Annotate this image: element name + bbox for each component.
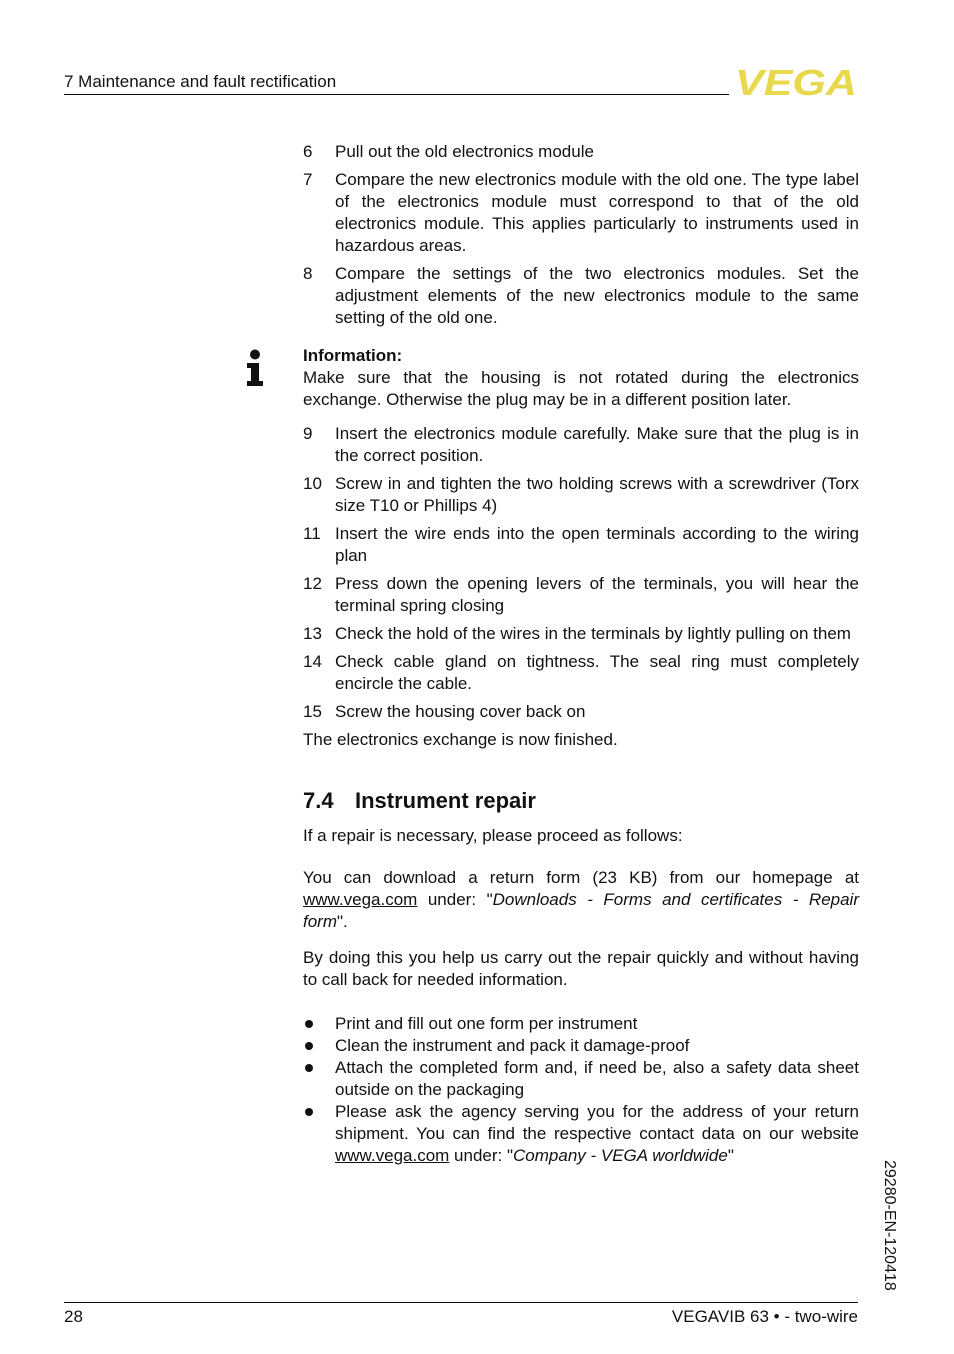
step-text: Check cable gland on tightness. The seal ring must completely encircle the cable. [335,652,859,693]
download-post: ". [337,912,348,931]
download-path: Downloads - Forms and certificates - Repair form [303,890,859,931]
bullet-text: Print and fill out one form per instrument [335,1014,638,1033]
step-item [303,263,859,329]
footer-product-name: VEGAVIB 63 • - two-wire [671,1307,858,1326]
bullet-text: Attach the completed form and, if need be, also a safety data sheet outside on the packaging [335,1058,859,1099]
list-item [303,1035,859,1057]
step-text: Pull out the old electronics module [335,142,594,161]
bullet-dot [303,1013,335,1035]
header-rule [64,94,729,95]
step-item [303,141,859,163]
footer-rule [64,1302,858,1303]
step-number: 6 [303,142,313,161]
information-title: Information: [303,346,403,365]
step-item [303,473,859,517]
step-text: Compare the settings of the two electronics modules. Set the adjustment elements of the new electronics module to the same setting of the old one. [335,264,859,327]
step-number: 15 [303,702,322,721]
step-item [303,423,859,467]
repair-bullet-list [303,1013,859,1167]
list-item [303,1101,859,1167]
download-paragraph [303,867,859,933]
information-note [303,345,859,411]
list-item [303,1013,859,1035]
document-number: 29280-EN-120418 [881,1160,898,1291]
steps-list-a [303,141,859,329]
step-number: 10 [303,474,322,493]
step-number: 9 [303,424,313,443]
section-title: Instrument repair [355,788,536,813]
website-link[interactable]: www.vega.com [335,1146,450,1165]
list-item [303,1057,859,1101]
last-bullet-mid: under: " [449,1146,514,1165]
vega-logo [735,67,859,97]
repair-intro: If a repair is necessary, please proceed as follows: [303,826,683,845]
bullet-text: Clean the instrument and pack it damage-proof [335,1036,690,1055]
step-text: Compare the new electronics module with the old one. The type label of the electronics module must correspond to that of the old electronics module. This applies particularly to instruments used in hazardous areas. [335,170,859,255]
step-text: Screw in and tighten the two holding screws with a screwdriver (Torx size T10 or Phillips 4) [335,474,859,515]
information-text: Make sure that the housing is not rotated during the electronics exchange. Otherwise the plug may be in a different position later. [303,368,859,409]
download-pre: You can download a return form (23 KB) from our homepage at [303,868,859,887]
step-number: 13 [303,624,322,643]
step-item [303,701,859,723]
step-text: Insert the electronics module carefully. Make sure that the plug is in the correct position. [335,424,859,465]
bullet-dot [303,1101,335,1167]
main-content [303,141,859,1167]
step-number: 11 [303,524,321,543]
vega-logo-text: VEGA [735,67,857,97]
step-text: Press down the opening levers of the terminals, you will hear the terminal spring closing [335,574,859,615]
step-text: Insert the wire ends into the open terminals according to the wiring plan [335,524,859,565]
exchange-finished-text: The electronics exchange is now finished. [303,730,618,749]
section-number: 7.4 [303,788,334,813]
section-heading [303,787,859,815]
homepage-link[interactable]: www.vega.com [303,890,418,909]
running-header-chapter: 7 Maintenance and fault rectification [64,72,337,91]
step-item [303,523,859,567]
step-item [303,573,859,617]
last-bullet-post: " [727,1146,734,1165]
info-icon [245,349,265,387]
step-number: 7 [303,170,313,189]
bullet-dot [303,1035,335,1057]
step-item [303,651,859,695]
step-text: Screw the housing cover back on [335,702,586,721]
page-number: 28 [64,1307,83,1326]
step-text: Check the hold of the wires in the terminals by lightly pulling on them [335,624,851,643]
download-mid: under: " [417,890,493,909]
bullet-dot [303,1057,335,1101]
steps-list-b [303,423,859,723]
help-paragraph: By doing this you help us carry out the repair quickly and without having to call back for needed information. [303,948,859,989]
step-number: 8 [303,264,313,283]
step-number: 14 [303,652,322,671]
last-bullet-pre: Please ask the agency serving you for the address of your return shipment. You can find the respective contact data on our website [335,1102,859,1143]
bullet-text [335,1101,859,1167]
step-item [303,623,859,645]
last-bullet-path: Company - VEGA worldwide [513,1146,728,1165]
step-item [303,169,859,257]
step-number: 12 [303,574,322,593]
